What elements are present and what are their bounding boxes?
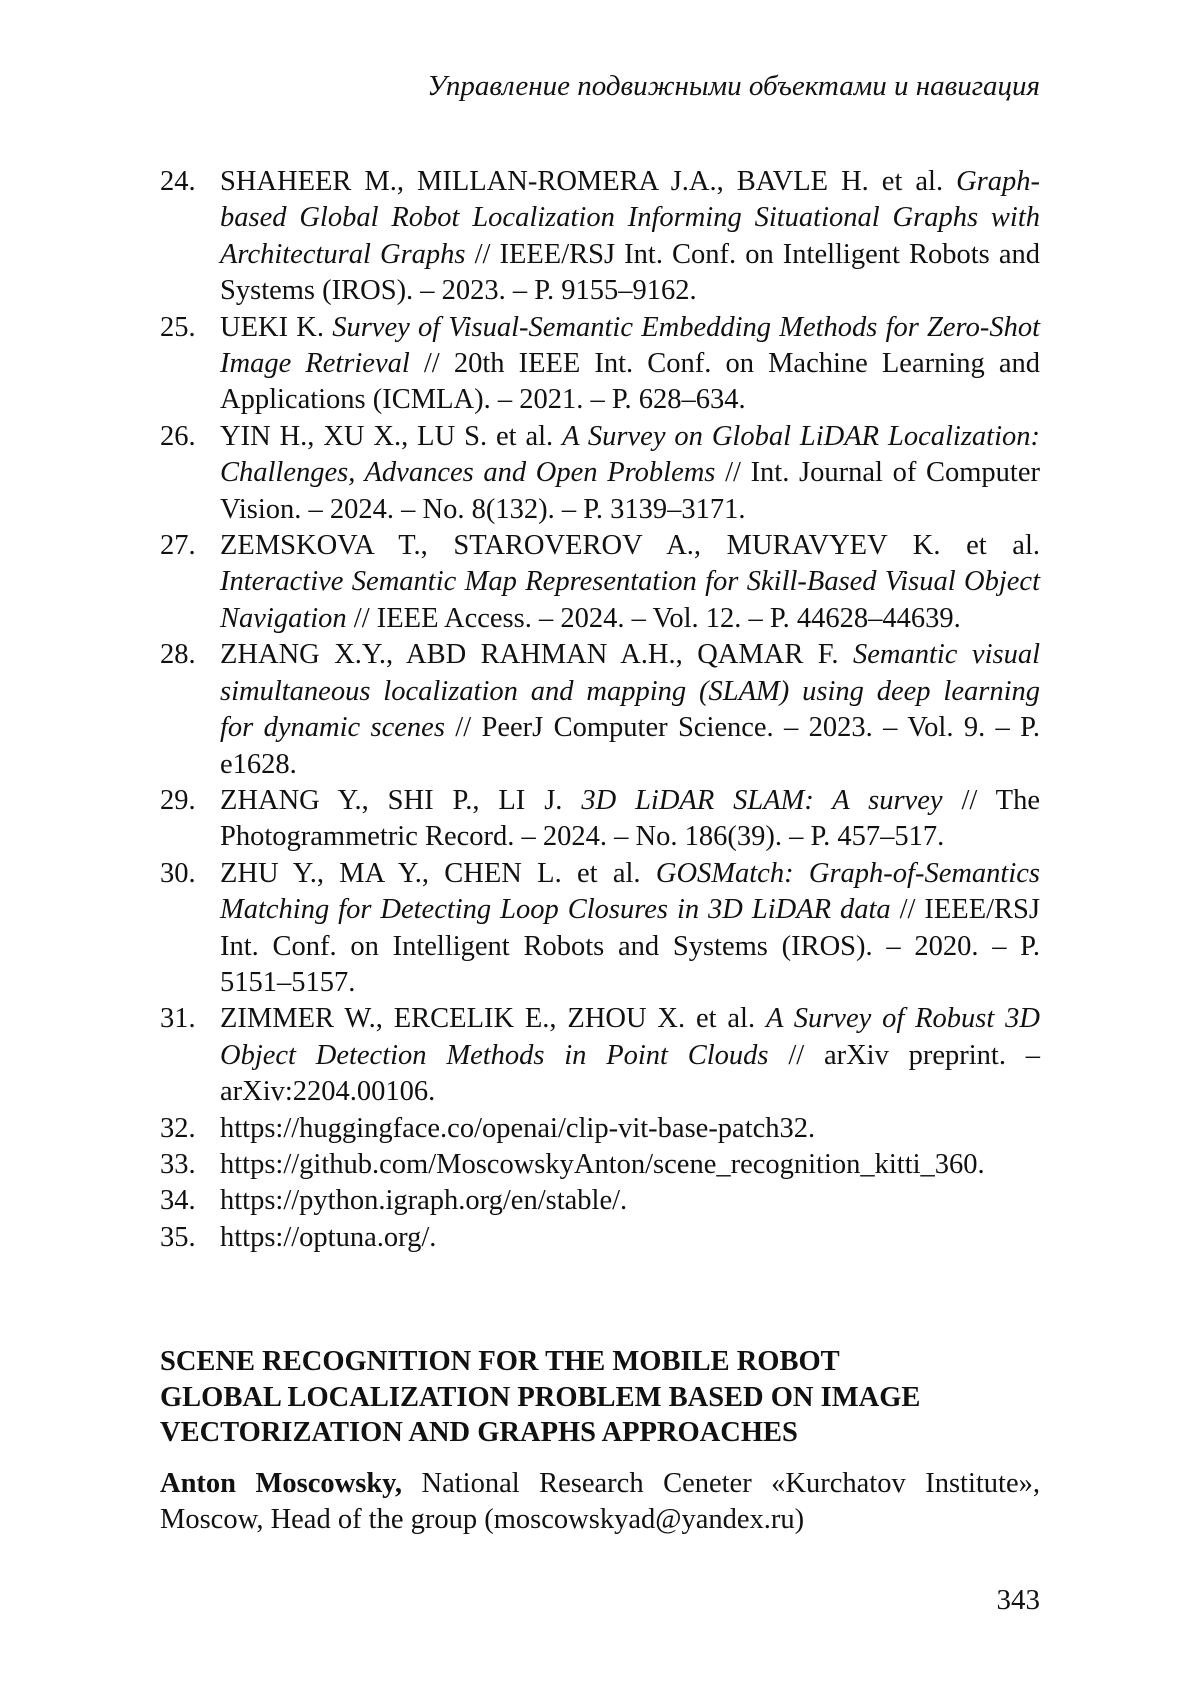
reference-source: // The Photogrammetric Record. – 2024. – No. 186(39). – P. 457–517. [220, 785, 1040, 852]
reference-number: 31. [160, 1001, 220, 1110]
reference-title: Survey of Visual-Semantic Embedding Methods for Zero-Shot Image Retrieval [220, 312, 1040, 379]
reference-number: 24. [160, 164, 220, 310]
reference-authors: SHAHEER M., MILLAN-ROMERA J.A., BAVLE H. et al. [220, 166, 943, 197]
reference-authors: ZHANG X.Y., ABD RAHMAN A.H., QAMAR F. [220, 639, 839, 670]
reference-number: 27. [160, 528, 220, 637]
reference-list [160, 164, 1040, 1256]
reference-source: // IEEE Access. – 2024. – Vol. 12. – P. 44628–44639. [354, 603, 961, 634]
reference-source: // IEEE/RSJ Int. Conf. on In­telligent Robots and Systems (IROS). – 2023. – P. 9155–9162. [220, 239, 1040, 306]
article-title-line: VECTORIZATION AND GRAPHS APPROACHES [160, 1415, 1040, 1451]
reference-url[interactable]: https://optuna.org/. [220, 1220, 1040, 1256]
reference-number: 34. [160, 1183, 220, 1219]
reference-text [220, 856, 1040, 1002]
reference-number: 35. [160, 1220, 220, 1256]
reference-authors: YIN H., XU X., LU S. et al. [220, 421, 553, 452]
reference-authors: ZEMSKOVA T., STAROVEROV A., MURAVYEV K. et al. [220, 530, 1040, 561]
reference-number: 32. [160, 1111, 220, 1147]
reference-title: 3D LiDAR SLAM: A survey [581, 785, 942, 816]
reference-source: // arXiv pre­print. – arXiv:2204.00106. [220, 1040, 1040, 1107]
reference-number: 33. [160, 1147, 220, 1183]
article-title-line: SCENE RECOGNITION FOR THE MOBILE ROBOT [160, 1344, 1040, 1380]
reference-source: // 20th IEEE Int. Conf. on Machine Learning and Applications (ICMLA). – 2021. – P. 628–634. [220, 348, 1040, 415]
reference-text [220, 1001, 1040, 1110]
reference-item [160, 1147, 1040, 1183]
author-affiliation: National Research Ceneter «Kurchatov Insti­tute», Moscow, Head of the group (moscowskyad@yandex.ru) [160, 1468, 1040, 1535]
reference-item [160, 1220, 1040, 1256]
reference-title: GOSMatch: Graph-of-Semantics Matching for Detecting Loop Closures in 3D LiDAR data [220, 858, 1040, 925]
author-name: Anton Moscowsky, [160, 1468, 402, 1499]
reference-title: A Survey on Global LiDAR Locali­zation: Challenges, Advances and Open Problems [220, 421, 1040, 488]
reference-text [220, 310, 1040, 419]
page-number: 343 [900, 1584, 1040, 1617]
reference-item [160, 1001, 1040, 1110]
reference-title: A Survey of Robust 3D Object Detection Methods in Point Clouds [220, 1003, 1040, 1070]
running-head: Управление подвижными объектами и навигация [160, 68, 1040, 104]
reference-item [160, 528, 1040, 637]
reference-url[interactable]: https://python.igraph.org/en/stable/. [220, 1183, 1040, 1219]
reference-item [160, 419, 1040, 528]
reference-authors: UEKI K. [220, 312, 324, 343]
reference-text [220, 783, 1040, 856]
reference-source: // Int. Journal of Computer Vision. – 2024. – No. 8(132). – P. 3139–3171. [220, 457, 1040, 524]
reference-number: 28. [160, 637, 220, 783]
reference-item [160, 856, 1040, 1002]
reference-item [160, 1183, 1040, 1219]
reference-item [160, 1111, 1040, 1147]
reference-authors: ZIMMER W., ERCELIK E., ZHOU X. et al. [220, 1003, 755, 1034]
reference-item [160, 310, 1040, 419]
reference-url[interactable]: https://github.com/MoscowskyAnton/scene_recognition_kitti_360. [220, 1147, 1040, 1183]
reference-number: 29. [160, 783, 220, 856]
reference-number: 30. [160, 856, 220, 1002]
reference-item [160, 783, 1040, 856]
reference-title: Interactive Semantic Map Representation for Skill-Based Visual Object Navigation [220, 566, 1040, 633]
author-line [160, 1466, 1040, 1539]
article-title-line: GLOBAL LOCALIZATION PROBLEM BASED ON IMAGE [160, 1380, 1040, 1416]
reference-source: // IEEE/RSJ Int. Conf. on Intelligent Robots and Systems (IROS). – 2020. – P. 5151–5157. [220, 894, 1040, 998]
reference-authors: ZHU Y., MA Y., CHEN L. et al. [220, 858, 641, 889]
reference-text [220, 164, 1040, 310]
reference-number: 25. [160, 310, 220, 419]
reference-item [160, 164, 1040, 310]
reference-text [220, 528, 1040, 637]
reference-source: // PeerJ Computer Science. – 2023. – Vol. 9. – P. e1628. [220, 712, 1040, 779]
reference-item [160, 637, 1040, 783]
reference-number: 26. [160, 419, 220, 528]
article-title [160, 1344, 1040, 1451]
reference-url[interactable]: https://huggingface.co/openai/clip-vit-base-patch32. [220, 1111, 1040, 1147]
reference-text [220, 419, 1040, 528]
reference-text [220, 637, 1040, 783]
reference-authors: ZHANG Y., SHI P., LI J. [220, 785, 562, 816]
reference-title: Semantic visual simultaneous localization and mapping (SLAM) using deep learning for dynamic scenes [220, 639, 1040, 743]
reference-title: Graph-based Global Robot Localization Informing Situational Graphs with Architectural Graphs [220, 166, 1040, 270]
